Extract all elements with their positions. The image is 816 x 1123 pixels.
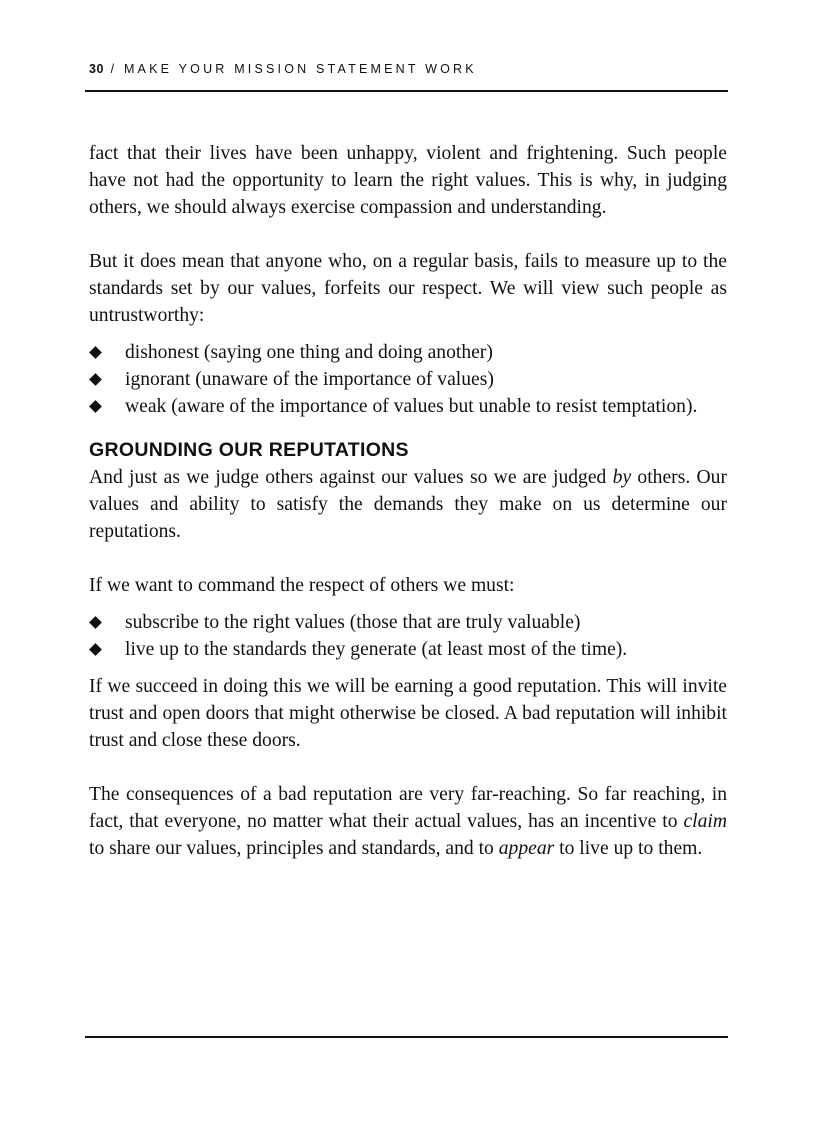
list-item-text: weak (aware of the importance of values but unable to resist temptation). [125,396,698,417]
list-item [89,609,727,636]
page-number: 30 [89,62,104,76]
bullet-list-untrustworthy [89,339,727,420]
diamond-bullet-icon [89,643,102,656]
paragraph-6-text-a: The consequences of a bad reputation are very far-reaching. So far reaching, in fact, that everyone, no matter what their actual values, has an incentive to [89,784,727,832]
footer-rule [85,1036,728,1038]
paragraph-3 [89,464,727,545]
diamond-bullet-icon [89,616,102,629]
paragraph-6-emphasis-appear: appear [498,838,555,859]
list-item [89,339,727,366]
paragraph-3-emphasis: by [612,467,632,488]
body-text [89,140,727,862]
paragraph-6-text-b: to share our values, principles and standards, and to [89,838,499,859]
bullet-list-must [89,609,727,663]
paragraph-6-emphasis-claim: claim [683,811,727,832]
section-heading: GROUNDING OUR REPUTATIONS [89,439,409,461]
paragraph-3-text-a: And just as we judge others against our values so we are judged [89,467,613,488]
running-title: MAKE YOUR MISSION STATEMENT WORK [123,62,477,76]
list-item-text: live up to the standards they generate (at least most of the time). [125,639,628,660]
paragraph-3-text-b: others. Our values and ability to satisfy the demands they make on us determine our reputations. [89,467,727,542]
header-rule [85,90,728,92]
header-separator: / [103,62,124,76]
diamond-bullet-icon [89,373,102,386]
paragraph-1: fact that their lives have been unhappy, violent and frightening. Such people have not had the opportunity to learn the right values. This is why, in judging others, we should always exercise compassion and understanding. [89,143,727,218]
paragraph-5: If we succeed in doing this we will be earning a good reputation. This will invite trust and open doors that might otherwise be closed. A bad reputation will inhibit trust and close these doors. [89,676,727,751]
list-item [89,393,727,420]
diamond-bullet-icon [89,400,102,413]
diamond-bullet-icon [89,346,102,359]
list-item [89,366,727,393]
running-header [89,62,477,76]
list-item-text: dishonest (saying one thing and doing another) [125,342,493,363]
list-item [89,636,727,663]
list-item-text: subscribe to the right values (those that are truly valuable) [125,612,581,633]
paragraph-4: If we want to command the respect of others we must: [89,575,515,596]
list-item-text: ignorant (unaware of the importance of values) [125,369,494,390]
paragraph-6-text-c: to live up to them. [554,838,703,859]
paragraph-2: But it does mean that anyone who, on a regular basis, fails to measure up to the standards set by our values, forfeits our respect. We will view such people as untrustworthy: [89,251,727,326]
paragraph-6 [89,781,727,862]
